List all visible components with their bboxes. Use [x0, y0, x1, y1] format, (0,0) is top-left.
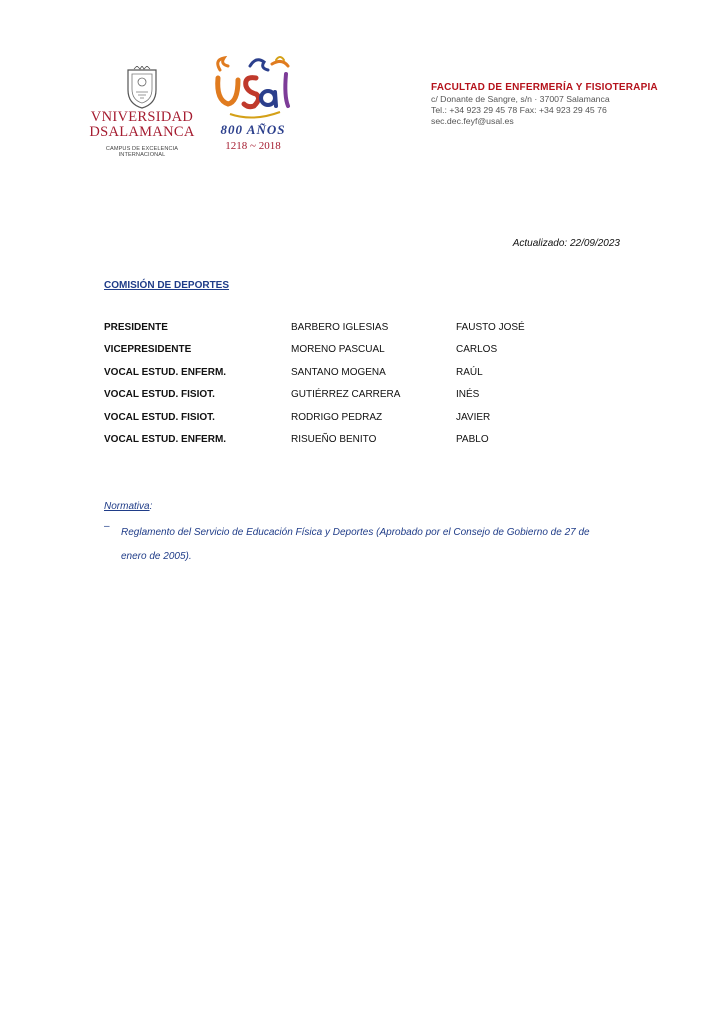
- member-role: VICEPRESIDENTE: [104, 344, 192, 356]
- member-surname: GUTIÉRREZ CARRERA: [291, 389, 401, 401]
- table-row: [104, 321, 624, 343]
- regulation-heading: [104, 501, 152, 512]
- university-campus-label: CAMPUS DE EXCELENCIA INTERNACIONAL: [105, 146, 179, 158]
- university-seal-icon: [124, 66, 160, 110]
- member-role: VOCAL ESTUD. ENFERM.: [104, 366, 227, 378]
- faculty-name: FACULTAD DE ENFERMERÍA Y FISIOTERAPIA: [431, 82, 658, 93]
- member-surname: BARBERO IGLESIAS: [291, 322, 389, 333]
- anniversary-years: 1218 ~ 2018: [225, 140, 281, 152]
- university-name: [82, 110, 202, 140]
- member-name: RAÚL: [456, 366, 483, 378]
- table-row: [104, 343, 624, 365]
- faculty-email[interactable]: sec.dec.feyf@usal.es: [431, 116, 514, 126]
- anniversary-usal-icon: [210, 56, 296, 126]
- faculty-contact-block: [431, 82, 691, 127]
- member-name: CARLOS: [456, 344, 498, 356]
- member-surname: MORENO PASCUAL: [291, 344, 385, 356]
- university-name-line1: VNIVERSIDAD: [90, 109, 194, 125]
- anniversary-logo: [210, 56, 296, 158]
- table-row: [104, 433, 624, 455]
- table-row: [104, 411, 624, 433]
- member-name: PABLO: [456, 433, 489, 445]
- regulation-title: Normativa: [104, 501, 150, 512]
- faculty-address: c/ Donante de Sangre, s/n · 37007 Salamanca: [431, 94, 610, 104]
- members-table: [104, 321, 624, 455]
- faculty-phones: Tel.: +34 923 29 45 78 Fax: +34 923 29 45 76: [431, 105, 607, 115]
- member-surname: RISUEÑO BENITO: [291, 433, 377, 445]
- anniversary-label: 800 AÑOS: [220, 122, 286, 137]
- updated-date: Actualizado: 22/09/2023: [512, 238, 620, 249]
- table-row: [104, 388, 624, 410]
- member-role: PRESIDENTE: [104, 322, 168, 333]
- member-name: INÉS: [456, 389, 480, 401]
- regulation-link[interactable]: Reglamento del Servicio de Educación Física y Deportes (Aprobado por el Consejo de Gobierno de 27 de enero de 2005).: [121, 527, 590, 562]
- regulation-title-suffix: :: [149, 501, 153, 512]
- table-row: [104, 366, 624, 388]
- list-bullet: –: [104, 521, 110, 532]
- member-name: FAUSTO JOSÉ: [456, 322, 525, 333]
- member-role: VOCAL ESTUD. ENFERM.: [104, 433, 227, 445]
- member-surname: SANTANO MOGENA: [291, 366, 386, 378]
- member-role: VOCAL ESTUD. FISIOT.: [104, 389, 215, 401]
- member-name: JAVIER: [456, 411, 491, 423]
- commission-title: COMISIÓN DE DEPORTES: [104, 280, 230, 291]
- member-role: VOCAL ESTUD. FISIOT.: [104, 411, 215, 423]
- university-name-line2: DSALAMANCA: [89, 124, 195, 140]
- member-surname: RODRIGO PEDRAZ: [291, 411, 383, 423]
- university-logo: [82, 66, 202, 158]
